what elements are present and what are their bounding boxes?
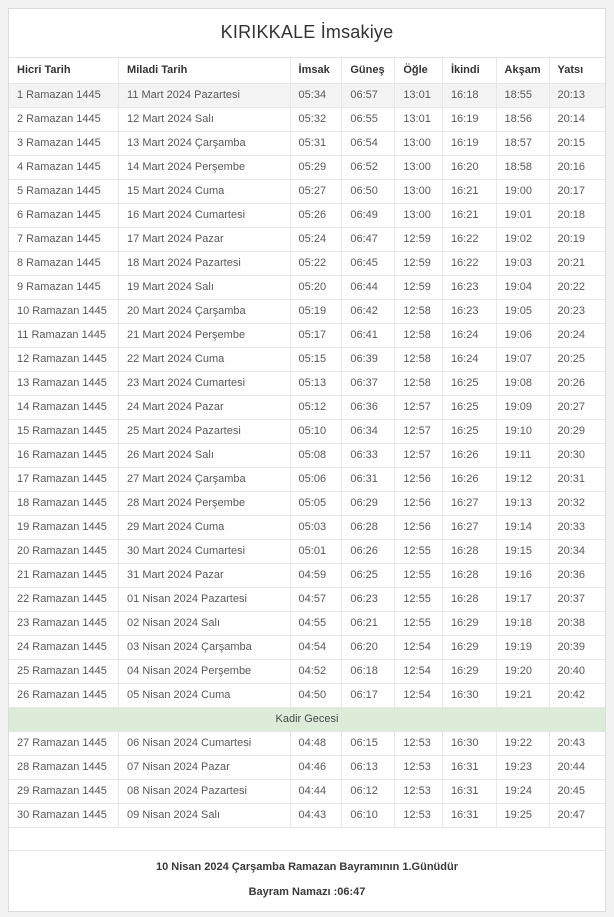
ikindi-time-cell: 16:19 bbox=[442, 108, 496, 132]
imsak-time-cell: 05:13 bbox=[290, 372, 342, 396]
gunes-time-cell: 06:57 bbox=[342, 84, 395, 108]
ogle-time-cell: 13:00 bbox=[395, 204, 443, 228]
column-header-miladi-tarih: Miladi Tarih bbox=[119, 58, 290, 84]
imsakiye-table-body bbox=[9, 84, 605, 851]
table-row bbox=[9, 636, 605, 660]
ogle-time-cell: 12:53 bbox=[395, 756, 443, 780]
miladi-date-cell: 02 Nisan 2024 Salı bbox=[119, 612, 290, 636]
table-row bbox=[9, 660, 605, 684]
gunes-time-cell: 06:18 bbox=[342, 660, 395, 684]
miladi-date-cell: 30 Mart 2024 Cumartesi bbox=[119, 540, 290, 564]
gunes-time-cell: 06:34 bbox=[342, 420, 395, 444]
hicri-date-cell: 2 Ramazan 1445 bbox=[9, 108, 119, 132]
column-header-gunes: Güneş bbox=[342, 58, 395, 84]
ikindi-time-cell: 16:28 bbox=[442, 588, 496, 612]
imsak-time-cell: 05:34 bbox=[290, 84, 342, 108]
gunes-time-cell: 06:37 bbox=[342, 372, 395, 396]
table-row bbox=[9, 540, 605, 564]
imsak-time-cell: 05:12 bbox=[290, 396, 342, 420]
aksam-time-cell: 19:05 bbox=[496, 300, 549, 324]
gunes-time-cell: 06:20 bbox=[342, 636, 395, 660]
imsakiye-container bbox=[8, 8, 606, 912]
hicri-date-cell: 4 Ramazan 1445 bbox=[9, 156, 119, 180]
footer-note bbox=[9, 851, 605, 911]
gunes-time-cell: 06:49 bbox=[342, 204, 395, 228]
ikindi-time-cell: 16:21 bbox=[442, 180, 496, 204]
aksam-time-cell: 19:01 bbox=[496, 204, 549, 228]
aksam-time-cell: 19:25 bbox=[496, 804, 549, 828]
hicri-date-cell: 8 Ramazan 1445 bbox=[9, 252, 119, 276]
yatsi-time-cell: 20:21 bbox=[549, 252, 605, 276]
ogle-time-cell: 12:59 bbox=[395, 252, 443, 276]
ogle-time-cell: 12:55 bbox=[395, 612, 443, 636]
gunes-time-cell: 06:33 bbox=[342, 444, 395, 468]
miladi-date-cell: 21 Mart 2024 Perşembe bbox=[119, 324, 290, 348]
gunes-time-cell: 06:45 bbox=[342, 252, 395, 276]
imsak-time-cell: 04:50 bbox=[290, 684, 342, 708]
miladi-date-cell: 18 Mart 2024 Pazartesi bbox=[119, 252, 290, 276]
aksam-time-cell: 18:57 bbox=[496, 132, 549, 156]
aksam-time-cell: 19:18 bbox=[496, 612, 549, 636]
ogle-time-cell: 12:57 bbox=[395, 444, 443, 468]
ogle-time-cell: 13:00 bbox=[395, 156, 443, 180]
ikindi-time-cell: 16:25 bbox=[442, 420, 496, 444]
imsak-time-cell: 04:43 bbox=[290, 804, 342, 828]
ikindi-time-cell: 16:31 bbox=[442, 804, 496, 828]
hicri-date-cell: 17 Ramazan 1445 bbox=[9, 468, 119, 492]
aksam-time-cell: 18:55 bbox=[496, 84, 549, 108]
yatsi-time-cell: 20:16 bbox=[549, 156, 605, 180]
aksam-time-cell: 19:03 bbox=[496, 252, 549, 276]
imsak-time-cell: 04:59 bbox=[290, 564, 342, 588]
kadir-gecesi-row bbox=[9, 708, 605, 732]
yatsi-time-cell: 20:14 bbox=[549, 108, 605, 132]
ogle-time-cell: 12:53 bbox=[395, 780, 443, 804]
gunes-time-cell: 06:26 bbox=[342, 540, 395, 564]
yatsi-time-cell: 20:13 bbox=[549, 84, 605, 108]
yatsi-time-cell: 20:27 bbox=[549, 396, 605, 420]
ogle-time-cell: 12:58 bbox=[395, 348, 443, 372]
imsak-time-cell: 05:06 bbox=[290, 468, 342, 492]
miladi-date-cell: 17 Mart 2024 Pazar bbox=[119, 228, 290, 252]
gunes-time-cell: 06:52 bbox=[342, 156, 395, 180]
miladi-date-cell: 27 Mart 2024 Çarşamba bbox=[119, 468, 290, 492]
yatsi-time-cell: 20:24 bbox=[549, 324, 605, 348]
ogle-time-cell: 13:00 bbox=[395, 180, 443, 204]
column-header-hicri-tarih: Hicri Tarih bbox=[9, 58, 119, 84]
hicri-date-cell: 10 Ramazan 1445 bbox=[9, 300, 119, 324]
table-row bbox=[9, 348, 605, 372]
imsak-time-cell: 05:22 bbox=[290, 252, 342, 276]
table-row bbox=[9, 492, 605, 516]
gunes-time-cell: 06:25 bbox=[342, 564, 395, 588]
ikindi-time-cell: 16:23 bbox=[442, 300, 496, 324]
yatsi-time-cell: 20:39 bbox=[549, 636, 605, 660]
gunes-time-cell: 06:50 bbox=[342, 180, 395, 204]
ikindi-time-cell: 16:22 bbox=[442, 228, 496, 252]
imsak-time-cell: 05:17 bbox=[290, 324, 342, 348]
aksam-time-cell: 19:21 bbox=[496, 684, 549, 708]
aksam-time-cell: 19:11 bbox=[496, 444, 549, 468]
yatsi-time-cell: 20:30 bbox=[549, 444, 605, 468]
miladi-date-cell: 31 Mart 2024 Pazar bbox=[119, 564, 290, 588]
gunes-time-cell: 06:29 bbox=[342, 492, 395, 516]
hicri-date-cell: 12 Ramazan 1445 bbox=[9, 348, 119, 372]
aksam-time-cell: 19:23 bbox=[496, 756, 549, 780]
yatsi-time-cell: 20:23 bbox=[549, 300, 605, 324]
miladi-date-cell: 06 Nisan 2024 Cumartesi bbox=[119, 732, 290, 756]
miladi-date-cell: 09 Nisan 2024 Salı bbox=[119, 804, 290, 828]
miladi-date-cell: 13 Mart 2024 Çarşamba bbox=[119, 132, 290, 156]
table-row bbox=[9, 300, 605, 324]
miladi-date-cell: 19 Mart 2024 Salı bbox=[119, 276, 290, 300]
miladi-date-cell: 25 Mart 2024 Pazartesi bbox=[119, 420, 290, 444]
gunes-time-cell: 06:44 bbox=[342, 276, 395, 300]
ikindi-time-cell: 16:30 bbox=[442, 684, 496, 708]
yatsi-time-cell: 20:45 bbox=[549, 780, 605, 804]
miladi-date-cell: 08 Nisan 2024 Pazartesi bbox=[119, 780, 290, 804]
imsak-time-cell: 04:54 bbox=[290, 636, 342, 660]
ikindi-time-cell: 16:30 bbox=[442, 732, 496, 756]
imsak-time-cell: 04:48 bbox=[290, 732, 342, 756]
ogle-time-cell: 13:01 bbox=[395, 84, 443, 108]
imsak-time-cell: 05:05 bbox=[290, 492, 342, 516]
yatsi-time-cell: 20:29 bbox=[549, 420, 605, 444]
gunes-time-cell: 06:55 bbox=[342, 108, 395, 132]
miladi-date-cell: 07 Nisan 2024 Pazar bbox=[119, 756, 290, 780]
hicri-date-cell: 14 Ramazan 1445 bbox=[9, 396, 119, 420]
hicri-date-cell: 23 Ramazan 1445 bbox=[9, 612, 119, 636]
ogle-time-cell: 12:55 bbox=[395, 540, 443, 564]
gunes-time-cell: 06:12 bbox=[342, 780, 395, 804]
imsak-time-cell: 05:19 bbox=[290, 300, 342, 324]
imsak-time-cell: 05:01 bbox=[290, 540, 342, 564]
table-row bbox=[9, 612, 605, 636]
gunes-time-cell: 06:21 bbox=[342, 612, 395, 636]
table-row bbox=[9, 756, 605, 780]
aksam-time-cell: 19:08 bbox=[496, 372, 549, 396]
imsak-time-cell: 05:26 bbox=[290, 204, 342, 228]
ogle-time-cell: 13:00 bbox=[395, 132, 443, 156]
column-header-ogle: Öğle bbox=[395, 58, 443, 84]
ikindi-time-cell: 16:27 bbox=[442, 492, 496, 516]
ogle-time-cell: 12:54 bbox=[395, 684, 443, 708]
ogle-time-cell: 13:01 bbox=[395, 108, 443, 132]
table-row bbox=[9, 516, 605, 540]
table-row bbox=[9, 420, 605, 444]
hicri-date-cell: 27 Ramazan 1445 bbox=[9, 732, 119, 756]
table-row bbox=[9, 564, 605, 588]
aksam-time-cell: 18:56 bbox=[496, 108, 549, 132]
ikindi-time-cell: 16:20 bbox=[442, 156, 496, 180]
yatsi-time-cell: 20:42 bbox=[549, 684, 605, 708]
ikindi-time-cell: 16:31 bbox=[442, 780, 496, 804]
column-header-aksam: Akşam bbox=[496, 58, 549, 84]
yatsi-time-cell: 20:43 bbox=[549, 732, 605, 756]
aksam-time-cell: 19:22 bbox=[496, 732, 549, 756]
hicri-date-cell: 6 Ramazan 1445 bbox=[9, 204, 119, 228]
bayram-day-text: 10 Nisan 2024 Çarşamba Ramazan Bayramının 1.Günüdür bbox=[155, 861, 458, 873]
imsak-time-cell: 05:08 bbox=[290, 444, 342, 468]
miladi-date-cell: 23 Mart 2024 Cumartesi bbox=[119, 372, 290, 396]
aksam-time-cell: 19:07 bbox=[496, 348, 549, 372]
table-row bbox=[9, 804, 605, 828]
ikindi-time-cell: 16:26 bbox=[442, 444, 496, 468]
aksam-time-cell: 19:15 bbox=[496, 540, 549, 564]
ikindi-time-cell: 16:27 bbox=[442, 516, 496, 540]
ikindi-time-cell: 16:28 bbox=[442, 564, 496, 588]
hicri-date-cell: 19 Ramazan 1445 bbox=[9, 516, 119, 540]
imsak-time-cell: 04:57 bbox=[290, 588, 342, 612]
yatsi-time-cell: 20:47 bbox=[549, 804, 605, 828]
ogle-time-cell: 12:58 bbox=[395, 300, 443, 324]
table-row bbox=[9, 780, 605, 804]
yatsi-time-cell: 20:26 bbox=[549, 372, 605, 396]
aksam-time-cell: 19:12 bbox=[496, 468, 549, 492]
yatsi-time-cell: 20:25 bbox=[549, 348, 605, 372]
miladi-date-cell: 11 Mart 2024 Pazartesi bbox=[119, 84, 290, 108]
imsak-time-cell: 05:15 bbox=[290, 348, 342, 372]
yatsi-time-cell: 20:18 bbox=[549, 204, 605, 228]
hicri-date-cell: 29 Ramazan 1445 bbox=[9, 780, 119, 804]
gunes-time-cell: 06:17 bbox=[342, 684, 395, 708]
hicri-date-cell: 30 Ramazan 1445 bbox=[9, 804, 119, 828]
yatsi-time-cell: 20:44 bbox=[549, 756, 605, 780]
yatsi-time-cell: 20:31 bbox=[549, 468, 605, 492]
spacer-row bbox=[9, 828, 605, 851]
hicri-date-cell: 16 Ramazan 1445 bbox=[9, 444, 119, 468]
ogle-time-cell: 12:58 bbox=[395, 372, 443, 396]
imsak-time-cell: 05:29 bbox=[290, 156, 342, 180]
table-row bbox=[9, 588, 605, 612]
imsak-time-cell: 04:46 bbox=[290, 756, 342, 780]
column-header-yatsi: Yatsı bbox=[549, 58, 605, 84]
hicri-date-cell: 21 Ramazan 1445 bbox=[9, 564, 119, 588]
ikindi-time-cell: 16:31 bbox=[442, 756, 496, 780]
table-row bbox=[9, 204, 605, 228]
imsak-time-cell: 04:52 bbox=[290, 660, 342, 684]
miladi-date-cell: 26 Mart 2024 Salı bbox=[119, 444, 290, 468]
ogle-time-cell: 12:59 bbox=[395, 276, 443, 300]
gunes-time-cell: 06:31 bbox=[342, 468, 395, 492]
table-row bbox=[9, 84, 605, 108]
hicri-date-cell: 9 Ramazan 1445 bbox=[9, 276, 119, 300]
table-row bbox=[9, 444, 605, 468]
ikindi-time-cell: 16:29 bbox=[442, 660, 496, 684]
yatsi-time-cell: 20:19 bbox=[549, 228, 605, 252]
yatsi-time-cell: 20:37 bbox=[549, 588, 605, 612]
imsak-time-cell: 05:10 bbox=[290, 420, 342, 444]
ogle-time-cell: 12:53 bbox=[395, 804, 443, 828]
ogle-time-cell: 12:53 bbox=[395, 732, 443, 756]
hicri-date-cell: 13 Ramazan 1445 bbox=[9, 372, 119, 396]
table-row bbox=[9, 132, 605, 156]
miladi-date-cell: 24 Mart 2024 Pazar bbox=[119, 396, 290, 420]
ogle-time-cell: 12:57 bbox=[395, 396, 443, 420]
hicri-date-cell: 5 Ramazan 1445 bbox=[9, 180, 119, 204]
gunes-time-cell: 06:13 bbox=[342, 756, 395, 780]
gunes-time-cell: 06:47 bbox=[342, 228, 395, 252]
imsak-time-cell: 04:44 bbox=[290, 780, 342, 804]
table-row bbox=[9, 372, 605, 396]
ikindi-time-cell: 16:29 bbox=[442, 636, 496, 660]
yatsi-time-cell: 20:17 bbox=[549, 180, 605, 204]
gunes-time-cell: 06:54 bbox=[342, 132, 395, 156]
imsak-time-cell: 05:03 bbox=[290, 516, 342, 540]
gunes-time-cell: 06:42 bbox=[342, 300, 395, 324]
aksam-time-cell: 19:13 bbox=[496, 492, 549, 516]
imsak-time-cell: 05:31 bbox=[290, 132, 342, 156]
ogle-time-cell: 12:56 bbox=[395, 468, 443, 492]
ogle-time-cell: 12:55 bbox=[395, 588, 443, 612]
aksam-time-cell: 19:10 bbox=[496, 420, 549, 444]
imsakiye-table bbox=[9, 58, 605, 851]
aksam-time-cell: 19:00 bbox=[496, 180, 549, 204]
ikindi-time-cell: 16:26 bbox=[442, 468, 496, 492]
miladi-date-cell: 14 Mart 2024 Perşembe bbox=[119, 156, 290, 180]
aksam-time-cell: 19:04 bbox=[496, 276, 549, 300]
imsak-time-cell: 04:55 bbox=[290, 612, 342, 636]
miladi-date-cell: 29 Mart 2024 Cuma bbox=[119, 516, 290, 540]
hicri-date-cell: 15 Ramazan 1445 bbox=[9, 420, 119, 444]
hicri-date-cell: 20 Ramazan 1445 bbox=[9, 540, 119, 564]
bayram-namazi-time: Bayram Namazı :06:47 bbox=[248, 886, 366, 898]
aksam-time-cell: 19:02 bbox=[496, 228, 549, 252]
imsak-time-cell: 05:27 bbox=[290, 180, 342, 204]
ikindi-time-cell: 16:25 bbox=[442, 372, 496, 396]
ogle-time-cell: 12:59 bbox=[395, 228, 443, 252]
miladi-date-cell: 28 Mart 2024 Perşembe bbox=[119, 492, 290, 516]
spacer-cell bbox=[9, 828, 605, 851]
gunes-time-cell: 06:28 bbox=[342, 516, 395, 540]
ogle-time-cell: 12:56 bbox=[395, 492, 443, 516]
imsak-time-cell: 05:32 bbox=[290, 108, 342, 132]
table-row bbox=[9, 468, 605, 492]
gunes-time-cell: 06:41 bbox=[342, 324, 395, 348]
gunes-time-cell: 06:15 bbox=[342, 732, 395, 756]
ikindi-time-cell: 16:24 bbox=[442, 348, 496, 372]
yatsi-time-cell: 20:34 bbox=[549, 540, 605, 564]
table-header-row bbox=[9, 58, 605, 84]
table-row bbox=[9, 324, 605, 348]
yatsi-time-cell: 20:38 bbox=[549, 612, 605, 636]
table-row bbox=[9, 180, 605, 204]
ogle-time-cell: 12:58 bbox=[395, 324, 443, 348]
table-row bbox=[9, 156, 605, 180]
yatsi-time-cell: 20:15 bbox=[549, 132, 605, 156]
aksam-time-cell: 19:20 bbox=[496, 660, 549, 684]
miladi-date-cell: 15 Mart 2024 Cuma bbox=[119, 180, 290, 204]
hicri-date-cell: 11 Ramazan 1445 bbox=[9, 324, 119, 348]
table-row bbox=[9, 732, 605, 756]
miladi-date-cell: 22 Mart 2024 Cuma bbox=[119, 348, 290, 372]
table-row bbox=[9, 396, 605, 420]
ikindi-time-cell: 16:24 bbox=[442, 324, 496, 348]
page-title: KIRIKKALE İmsakiye bbox=[9, 9, 605, 58]
yatsi-time-cell: 20:36 bbox=[549, 564, 605, 588]
hicri-date-cell: 25 Ramazan 1445 bbox=[9, 660, 119, 684]
hicri-date-cell: 22 Ramazan 1445 bbox=[9, 588, 119, 612]
ikindi-time-cell: 16:28 bbox=[442, 540, 496, 564]
miladi-date-cell: 16 Mart 2024 Cumartesi bbox=[119, 204, 290, 228]
hicri-date-cell: 3 Ramazan 1445 bbox=[9, 132, 119, 156]
table-row bbox=[9, 276, 605, 300]
hicri-date-cell: 26 Ramazan 1445 bbox=[9, 684, 119, 708]
hicri-date-cell: 28 Ramazan 1445 bbox=[9, 756, 119, 780]
table-row bbox=[9, 108, 605, 132]
ikindi-time-cell: 16:22 bbox=[442, 252, 496, 276]
aksam-time-cell: 19:16 bbox=[496, 564, 549, 588]
table-row bbox=[9, 228, 605, 252]
aksam-time-cell: 19:06 bbox=[496, 324, 549, 348]
aksam-time-cell: 19:19 bbox=[496, 636, 549, 660]
ogle-time-cell: 12:55 bbox=[395, 564, 443, 588]
yatsi-time-cell: 20:33 bbox=[549, 516, 605, 540]
column-header-ikindi: İkindi bbox=[442, 58, 496, 84]
gunes-time-cell: 06:39 bbox=[342, 348, 395, 372]
miladi-date-cell: 12 Mart 2024 Salı bbox=[119, 108, 290, 132]
table-header bbox=[9, 58, 605, 84]
ogle-time-cell: 12:57 bbox=[395, 420, 443, 444]
miladi-date-cell: 20 Mart 2024 Çarşamba bbox=[119, 300, 290, 324]
ogle-time-cell: 12:54 bbox=[395, 636, 443, 660]
imsak-time-cell: 05:20 bbox=[290, 276, 342, 300]
aksam-time-cell: 19:17 bbox=[496, 588, 549, 612]
table-row bbox=[9, 252, 605, 276]
gunes-time-cell: 06:36 bbox=[342, 396, 395, 420]
ogle-time-cell: 12:56 bbox=[395, 516, 443, 540]
aksam-time-cell: 19:09 bbox=[496, 396, 549, 420]
miladi-date-cell: 04 Nisan 2024 Perşembe bbox=[119, 660, 290, 684]
miladi-date-cell: 05 Nisan 2024 Cuma bbox=[119, 684, 290, 708]
gunes-time-cell: 06:10 bbox=[342, 804, 395, 828]
miladi-date-cell: 03 Nisan 2024 Çarşamba bbox=[119, 636, 290, 660]
aksam-time-cell: 18:58 bbox=[496, 156, 549, 180]
hicri-date-cell: 1 Ramazan 1445 bbox=[9, 84, 119, 108]
ikindi-time-cell: 16:29 bbox=[442, 612, 496, 636]
column-header-imsak: İmsak bbox=[290, 58, 342, 84]
aksam-time-cell: 19:24 bbox=[496, 780, 549, 804]
table-row bbox=[9, 684, 605, 708]
miladi-date-cell: 01 Nisan 2024 Pazartesi bbox=[119, 588, 290, 612]
kadir-gecesi-label: Kadir Gecesi bbox=[9, 708, 605, 732]
ikindi-time-cell: 16:21 bbox=[442, 204, 496, 228]
gunes-time-cell: 06:23 bbox=[342, 588, 395, 612]
ikindi-time-cell: 16:25 bbox=[442, 396, 496, 420]
hicri-date-cell: 24 Ramazan 1445 bbox=[9, 636, 119, 660]
ogle-time-cell: 12:54 bbox=[395, 660, 443, 684]
yatsi-time-cell: 20:40 bbox=[549, 660, 605, 684]
hicri-date-cell: 7 Ramazan 1445 bbox=[9, 228, 119, 252]
ikindi-time-cell: 16:23 bbox=[442, 276, 496, 300]
imsak-time-cell: 05:24 bbox=[290, 228, 342, 252]
hicri-date-cell: 18 Ramazan 1445 bbox=[9, 492, 119, 516]
aksam-time-cell: 19:14 bbox=[496, 516, 549, 540]
yatsi-time-cell: 20:32 bbox=[549, 492, 605, 516]
ikindi-time-cell: 16:18 bbox=[442, 84, 496, 108]
ikindi-time-cell: 16:19 bbox=[442, 132, 496, 156]
yatsi-time-cell: 20:22 bbox=[549, 276, 605, 300]
